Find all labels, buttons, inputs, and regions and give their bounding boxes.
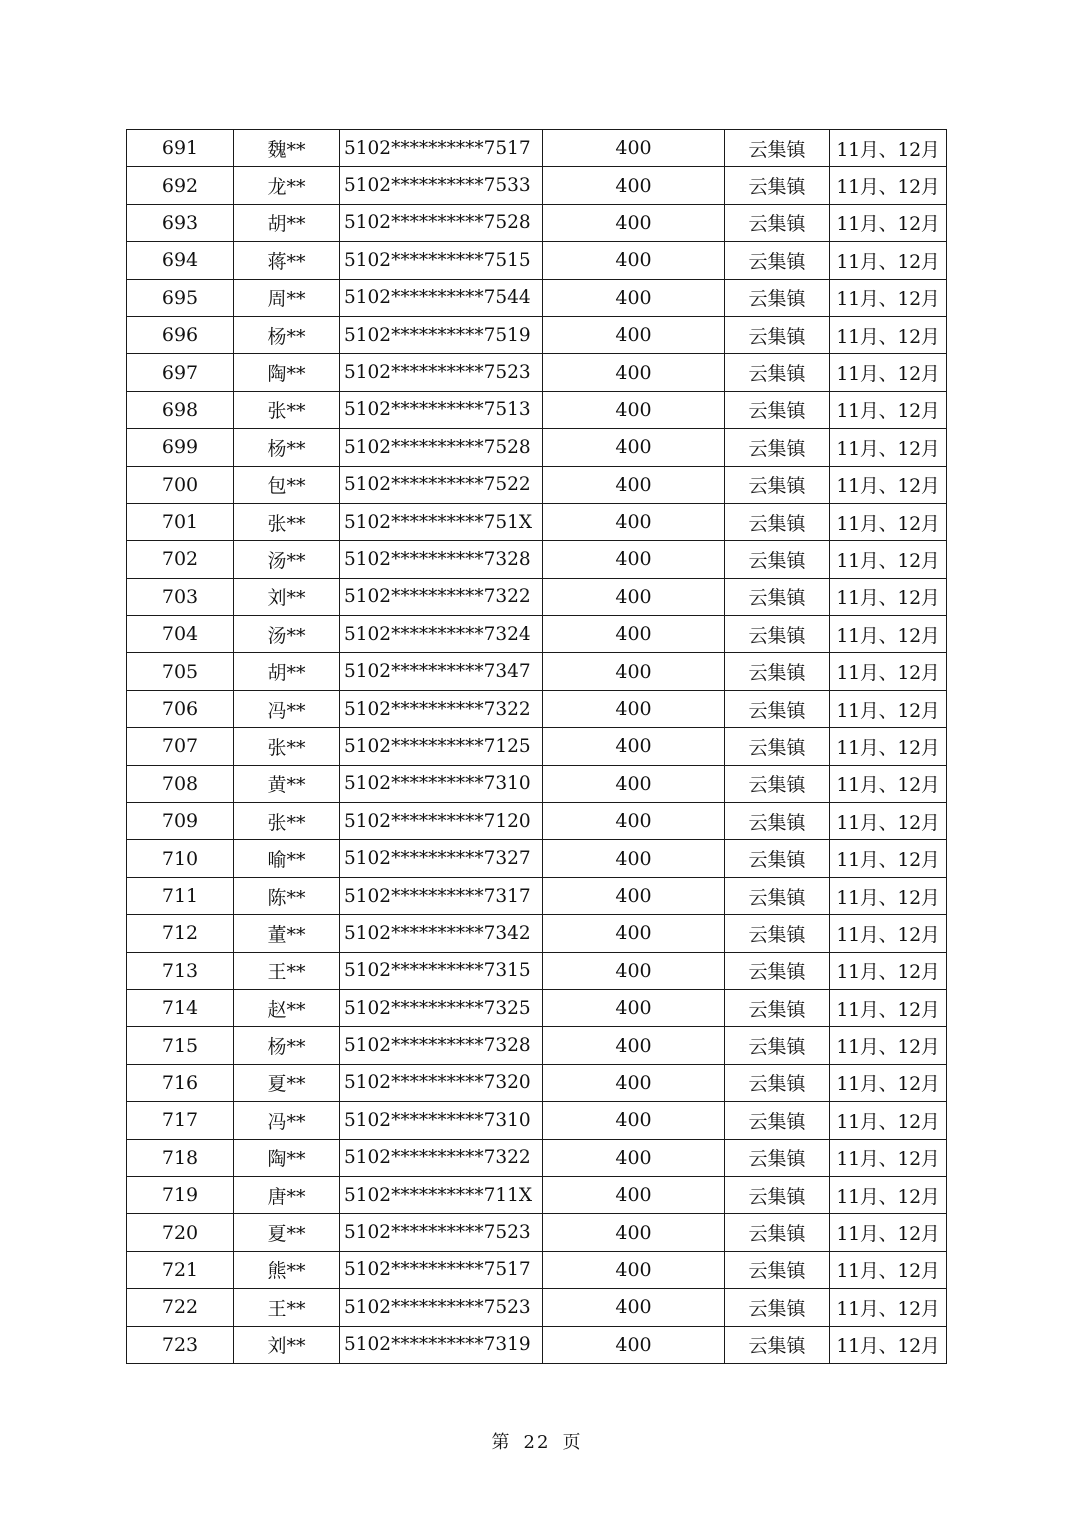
- cell-id-number: 5102**********7320: [340, 1064, 543, 1101]
- cell-id-number: 5102**********7322: [340, 690, 543, 727]
- cell-name: 张**: [234, 803, 340, 840]
- table-row: [127, 765, 947, 802]
- cell-serial-number: 697: [127, 354, 234, 391]
- cell-name: 杨**: [234, 316, 340, 353]
- cell-town: 云集镇: [725, 541, 830, 578]
- table-row: [127, 1139, 947, 1176]
- table-row: [127, 1289, 947, 1326]
- cell-name: 刘**: [234, 1326, 340, 1363]
- cell-id-number: 5102**********7327: [340, 840, 543, 877]
- cell-name: 包**: [234, 466, 340, 503]
- cell-amount: 400: [543, 1326, 725, 1363]
- cell-id-number: 5102**********7513: [340, 391, 543, 428]
- cell-serial-number: 706: [127, 690, 234, 727]
- cell-name: 夏**: [234, 1214, 340, 1251]
- cell-amount: 400: [543, 728, 725, 765]
- cell-town: 云集镇: [725, 1139, 830, 1176]
- cell-name: 冯**: [234, 1102, 340, 1139]
- cell-serial-number: 705: [127, 653, 234, 690]
- cell-name: 汤**: [234, 616, 340, 653]
- cell-town: 云集镇: [725, 1102, 830, 1139]
- cell-town: 云集镇: [725, 989, 830, 1026]
- cell-months: 11月、12月: [830, 728, 947, 765]
- cell-amount: 400: [543, 989, 725, 1026]
- table-row: [127, 1102, 947, 1139]
- cell-id-number: 5102**********7328: [340, 1027, 543, 1064]
- cell-months: 11月、12月: [830, 690, 947, 727]
- table-row: [127, 1326, 947, 1363]
- page-number: 22: [523, 1432, 551, 1453]
- cell-months: 11月、12月: [830, 167, 947, 204]
- cell-id-number: 5102**********7342: [340, 915, 543, 952]
- table-row: [127, 316, 947, 353]
- cell-serial-number: 717: [127, 1102, 234, 1139]
- table-row: [127, 877, 947, 914]
- cell-town: 云集镇: [725, 952, 830, 989]
- cell-amount: 400: [543, 242, 725, 279]
- cell-serial-number: 691: [127, 130, 234, 167]
- table-row: [127, 429, 947, 466]
- cell-town: 云集镇: [725, 1214, 830, 1251]
- cell-name: 胡**: [234, 204, 340, 241]
- cell-serial-number: 696: [127, 316, 234, 353]
- cell-name: 王**: [234, 1289, 340, 1326]
- cell-serial-number: 722: [127, 1289, 234, 1326]
- table-row: [127, 728, 947, 765]
- cell-serial-number: 723: [127, 1326, 234, 1363]
- page-prefix: 第: [491, 1432, 512, 1453]
- cell-months: 11月、12月: [830, 803, 947, 840]
- cell-serial-number: 692: [127, 167, 234, 204]
- table-row: [127, 616, 947, 653]
- cell-name: 王**: [234, 952, 340, 989]
- cell-id-number: 5102**********7528: [340, 429, 543, 466]
- cell-serial-number: 704: [127, 616, 234, 653]
- cell-id-number: 5102**********7523: [340, 1214, 543, 1251]
- cell-id-number: 5102**********7325: [340, 989, 543, 1026]
- cell-id-number: 5102**********7322: [340, 1139, 543, 1176]
- cell-serial-number: 707: [127, 728, 234, 765]
- cell-town: 云集镇: [725, 1064, 830, 1101]
- cell-serial-number: 718: [127, 1139, 234, 1176]
- cell-town: 云集镇: [725, 391, 830, 428]
- cell-amount: 400: [543, 578, 725, 615]
- cell-amount: 400: [543, 765, 725, 802]
- cell-months: 11月、12月: [830, 1176, 947, 1213]
- beneficiary-table-wrap: [126, 129, 947, 1364]
- cell-months: 11月、12月: [830, 578, 947, 615]
- table-row: [127, 354, 947, 391]
- cell-months: 11月、12月: [830, 503, 947, 540]
- cell-months: 11月、12月: [830, 877, 947, 914]
- table-row: [127, 242, 947, 279]
- cell-amount: 400: [543, 1139, 725, 1176]
- cell-name: 董**: [234, 915, 340, 952]
- cell-name: 黄**: [234, 765, 340, 802]
- cell-serial-number: 715: [127, 1027, 234, 1064]
- table-body: [127, 130, 947, 1364]
- cell-name: 汤**: [234, 541, 340, 578]
- cell-id-number: 5102**********7517: [340, 1251, 543, 1288]
- table-row: [127, 952, 947, 989]
- cell-town: 云集镇: [725, 130, 830, 167]
- cell-id-number: 5102**********7347: [340, 653, 543, 690]
- cell-name: 周**: [234, 279, 340, 316]
- cell-serial-number: 699: [127, 429, 234, 466]
- cell-id-number: 5102**********7522: [340, 466, 543, 503]
- cell-town: 云集镇: [725, 728, 830, 765]
- cell-months: 11月、12月: [830, 952, 947, 989]
- cell-town: 云集镇: [725, 204, 830, 241]
- cell-serial-number: 698: [127, 391, 234, 428]
- cell-name: 杨**: [234, 1027, 340, 1064]
- cell-town: 云集镇: [725, 316, 830, 353]
- cell-months: 11月、12月: [830, 1139, 947, 1176]
- cell-months: 11月、12月: [830, 1326, 947, 1363]
- cell-serial-number: 720: [127, 1214, 234, 1251]
- cell-amount: 400: [543, 915, 725, 952]
- cell-id-number: 5102**********7533: [340, 167, 543, 204]
- cell-name: 龙**: [234, 167, 340, 204]
- cell-id-number: 5102**********7523: [340, 1289, 543, 1326]
- table-row: [127, 1214, 947, 1251]
- cell-months: 11月、12月: [830, 466, 947, 503]
- cell-town: 云集镇: [725, 765, 830, 802]
- cell-months: 11月、12月: [830, 354, 947, 391]
- cell-id-number: 5102**********7322: [340, 578, 543, 615]
- cell-amount: 400: [543, 653, 725, 690]
- cell-months: 11月、12月: [830, 242, 947, 279]
- cell-amount: 400: [543, 877, 725, 914]
- cell-town: 云集镇: [725, 242, 830, 279]
- cell-town: 云集镇: [725, 1027, 830, 1064]
- cell-town: 云集镇: [725, 466, 830, 503]
- table-row: [127, 915, 947, 952]
- table-row: [127, 466, 947, 503]
- cell-name: 张**: [234, 728, 340, 765]
- cell-name: 胡**: [234, 653, 340, 690]
- cell-amount: 400: [543, 840, 725, 877]
- cell-name: 陶**: [234, 1139, 340, 1176]
- table-row: [127, 989, 947, 1026]
- cell-town: 云集镇: [725, 503, 830, 540]
- cell-months: 11月、12月: [830, 1251, 947, 1288]
- cell-id-number: 5102**********7120: [340, 803, 543, 840]
- cell-months: 11月、12月: [830, 915, 947, 952]
- cell-amount: 400: [543, 1214, 725, 1251]
- page-footer: [0, 1428, 1074, 1454]
- table-row: [127, 503, 947, 540]
- cell-serial-number: 709: [127, 803, 234, 840]
- cell-town: 云集镇: [725, 690, 830, 727]
- cell-name: 陈**: [234, 877, 340, 914]
- cell-months: 11月、12月: [830, 616, 947, 653]
- cell-months: 11月、12月: [830, 989, 947, 1026]
- cell-serial-number: 711: [127, 877, 234, 914]
- table-row: [127, 690, 947, 727]
- cell-months: 11月、12月: [830, 765, 947, 802]
- table-row: [127, 578, 947, 615]
- cell-months: 11月、12月: [830, 204, 947, 241]
- cell-serial-number: 712: [127, 915, 234, 952]
- cell-serial-number: 708: [127, 765, 234, 802]
- cell-id-number: 5102**********7523: [340, 354, 543, 391]
- cell-months: 11月、12月: [830, 541, 947, 578]
- cell-town: 云集镇: [725, 653, 830, 690]
- cell-name: 冯**: [234, 690, 340, 727]
- cell-amount: 400: [543, 1251, 725, 1288]
- cell-serial-number: 721: [127, 1251, 234, 1288]
- cell-town: 云集镇: [725, 279, 830, 316]
- cell-months: 11月、12月: [830, 130, 947, 167]
- cell-town: 云集镇: [725, 616, 830, 653]
- cell-amount: 400: [543, 1027, 725, 1064]
- cell-months: 11月、12月: [830, 1027, 947, 1064]
- cell-amount: 400: [543, 1289, 725, 1326]
- cell-name: 杨**: [234, 429, 340, 466]
- cell-town: 云集镇: [725, 167, 830, 204]
- cell-months: 11月、12月: [830, 653, 947, 690]
- cell-name: 唐**: [234, 1176, 340, 1213]
- cell-town: 云集镇: [725, 877, 830, 914]
- cell-amount: 400: [543, 1102, 725, 1139]
- cell-months: 11月、12月: [830, 391, 947, 428]
- table-row: [127, 1251, 947, 1288]
- cell-town: 云集镇: [725, 1251, 830, 1288]
- cell-name: 刘**: [234, 578, 340, 615]
- cell-amount: 400: [543, 391, 725, 428]
- cell-serial-number: 713: [127, 952, 234, 989]
- cell-name: 张**: [234, 391, 340, 428]
- cell-amount: 400: [543, 803, 725, 840]
- cell-amount: 400: [543, 316, 725, 353]
- cell-town: 云集镇: [725, 915, 830, 952]
- cell-months: 11月、12月: [830, 1064, 947, 1101]
- cell-amount: 400: [543, 1064, 725, 1101]
- cell-serial-number: 719: [127, 1176, 234, 1213]
- cell-amount: 400: [543, 616, 725, 653]
- table-row: [127, 653, 947, 690]
- cell-town: 云集镇: [725, 1326, 830, 1363]
- cell-amount: 400: [543, 466, 725, 503]
- cell-id-number: 5102**********7519: [340, 316, 543, 353]
- table-row: [127, 1064, 947, 1101]
- cell-town: 云集镇: [725, 803, 830, 840]
- table-row: [127, 840, 947, 877]
- cell-name: 魏**: [234, 130, 340, 167]
- cell-serial-number: 701: [127, 503, 234, 540]
- cell-town: 云集镇: [725, 1176, 830, 1213]
- cell-name: 熊**: [234, 1251, 340, 1288]
- cell-serial-number: 714: [127, 989, 234, 1026]
- cell-serial-number: 695: [127, 279, 234, 316]
- cell-months: 11月、12月: [830, 279, 947, 316]
- cell-amount: 400: [543, 1176, 725, 1213]
- cell-months: 11月、12月: [830, 429, 947, 466]
- cell-id-number: 5102**********711X: [340, 1176, 543, 1213]
- cell-town: 云集镇: [725, 840, 830, 877]
- cell-id-number: 5102**********7317: [340, 877, 543, 914]
- table-row: [127, 204, 947, 241]
- cell-months: 11月、12月: [830, 1289, 947, 1326]
- cell-name: 张**: [234, 503, 340, 540]
- table-row: [127, 1176, 947, 1213]
- cell-serial-number: 693: [127, 204, 234, 241]
- cell-id-number: 5102**********7528: [340, 204, 543, 241]
- cell-id-number: 5102**********7319: [340, 1326, 543, 1363]
- cell-months: 11月、12月: [830, 840, 947, 877]
- beneficiary-table: [126, 129, 947, 1364]
- table-row: [127, 1027, 947, 1064]
- cell-id-number: 5102**********7310: [340, 765, 543, 802]
- cell-town: 云集镇: [725, 354, 830, 391]
- table-row: [127, 541, 947, 578]
- cell-amount: 400: [543, 503, 725, 540]
- cell-amount: 400: [543, 130, 725, 167]
- cell-months: 11月、12月: [830, 1214, 947, 1251]
- cell-id-number: 5102**********7328: [340, 541, 543, 578]
- table-row: [127, 167, 947, 204]
- cell-name: 蒋**: [234, 242, 340, 279]
- cell-id-number: 5102**********7517: [340, 130, 543, 167]
- cell-id-number: 5102**********7544: [340, 279, 543, 316]
- cell-amount: 400: [543, 204, 725, 241]
- cell-amount: 400: [543, 541, 725, 578]
- cell-amount: 400: [543, 354, 725, 391]
- cell-town: 云集镇: [725, 429, 830, 466]
- cell-serial-number: 716: [127, 1064, 234, 1101]
- cell-name: 夏**: [234, 1064, 340, 1101]
- cell-town: 云集镇: [725, 1289, 830, 1326]
- cell-name: 赵**: [234, 989, 340, 1026]
- cell-serial-number: 710: [127, 840, 234, 877]
- cell-name: 喻**: [234, 840, 340, 877]
- table-row: [127, 391, 947, 428]
- cell-amount: 400: [543, 429, 725, 466]
- cell-months: 11月、12月: [830, 316, 947, 353]
- cell-months: 11月、12月: [830, 1102, 947, 1139]
- cell-id-number: 5102**********7125: [340, 728, 543, 765]
- cell-amount: 400: [543, 690, 725, 727]
- cell-amount: 400: [543, 167, 725, 204]
- cell-id-number: 5102**********7315: [340, 952, 543, 989]
- cell-serial-number: 703: [127, 578, 234, 615]
- table-row: [127, 130, 947, 167]
- cell-id-number: 5102**********751X: [340, 503, 543, 540]
- cell-town: 云集镇: [725, 578, 830, 615]
- cell-serial-number: 700: [127, 466, 234, 503]
- cell-id-number: 5102**********7310: [340, 1102, 543, 1139]
- cell-name: 陶**: [234, 354, 340, 391]
- cell-id-number: 5102**********7324: [340, 616, 543, 653]
- cell-serial-number: 702: [127, 541, 234, 578]
- cell-amount: 400: [543, 279, 725, 316]
- cell-amount: 400: [543, 952, 725, 989]
- page-suffix: 页: [562, 1432, 583, 1453]
- table-row: [127, 279, 947, 316]
- cell-id-number: 5102**********7515: [340, 242, 543, 279]
- cell-serial-number: 694: [127, 242, 234, 279]
- table-row: [127, 803, 947, 840]
